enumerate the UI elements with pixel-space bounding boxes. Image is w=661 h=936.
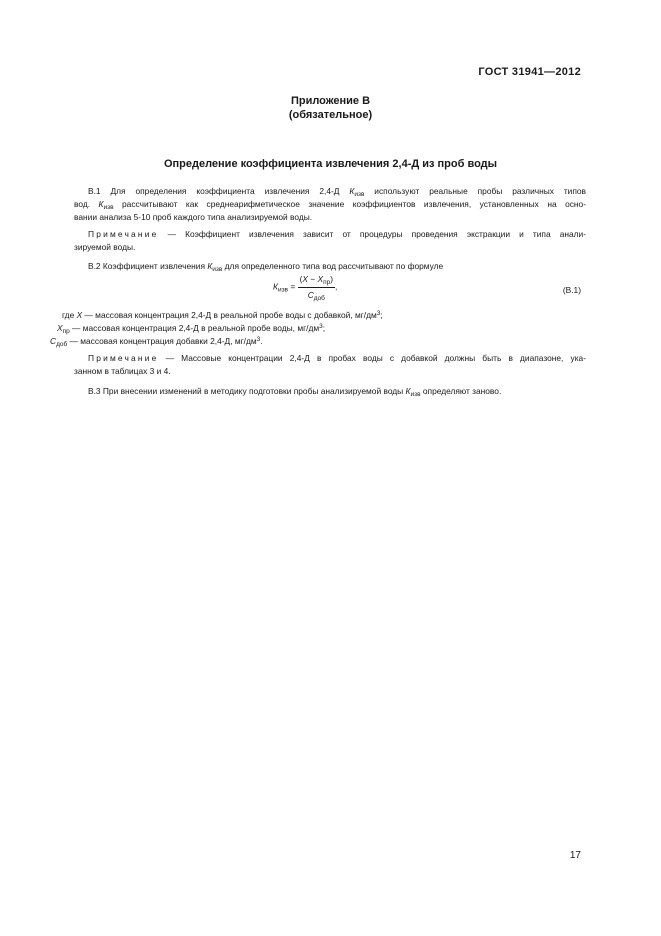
formula: $К_{изв}$ = $\frac{(X - X_{пр})}{С_{доб}}$ , bbox=[273, 274, 338, 302]
note-1-line-1: Примечание — Коэффициент извлечения зависит от процедуры проведения экстракции и типа анали- bbox=[88, 229, 586, 239]
formula-number: (В.1) bbox=[562, 285, 581, 295]
formula-numerator: $(X - X_{пр})$ bbox=[299, 274, 334, 286]
formula-lhs: К bbox=[273, 281, 278, 292]
b1-line-1: В.1 Для определения коэффициента извлечения 2,4-Д $К_{изв}$ используют реальные пробы различных типов bbox=[88, 186, 586, 198]
formula-fraction bbox=[298, 273, 335, 302]
note-2-line-1: Примечание — Массовые концентрации 2,4-Д в пробах воды с добавкой должны быть в диапазоне, ука- bbox=[88, 353, 586, 363]
note-1-line-2: зируемой воды. bbox=[74, 242, 136, 252]
section-title: Определение коэффициента извлечения 2,4-Д из проб воды bbox=[163, 158, 498, 170]
page-number: 17 bbox=[569, 850, 581, 861]
formula-denominator: $С_{доб}$ bbox=[307, 290, 325, 302]
where-x: где X — массовая концентрация 2,4-Д в реальной пробе воды с добавкой, $мг/дм^3$; bbox=[62, 310, 383, 320]
b1-line-2: вод. $К_{изв}$ рассчитывают как среднеарифметическое значение коэффициентов извлечения, установленных на осно- bbox=[74, 199, 586, 211]
note-2-line-2: занном в таблицах 3 и 4. bbox=[74, 366, 171, 376]
standard-number: ГОСТ 31941—2012 bbox=[478, 66, 581, 78]
appendix-status: (обязательное) bbox=[288, 109, 373, 121]
where-c: $С_{доб}$ — массовая концентрация добавки 2,4-Д, $мг/дм^3$. bbox=[50, 336, 263, 348]
b1-line-3: вании анализа 5-10 проб каждого типа анализируемой воды. bbox=[74, 212, 313, 222]
b3-text: В.3 При внесении изменений в методику подготовки пробы анализируемой воды $К_{изв}$ определяют заново. bbox=[88, 386, 502, 398]
appendix-title: Приложение В bbox=[290, 95, 371, 107]
note-1-label: Примечание bbox=[88, 229, 159, 239]
b2-text: В.2 Коэффициент извлечения $К_{изв}$ для определенного типа вод рассчитывают по формуле bbox=[88, 261, 444, 273]
note-2-label: Примечание bbox=[88, 353, 159, 363]
where-xpr: $X_{пр}$ — массовая концентрация 2,4-Д в реальной пробе воды, $мг/дм^3$; bbox=[57, 323, 326, 335]
